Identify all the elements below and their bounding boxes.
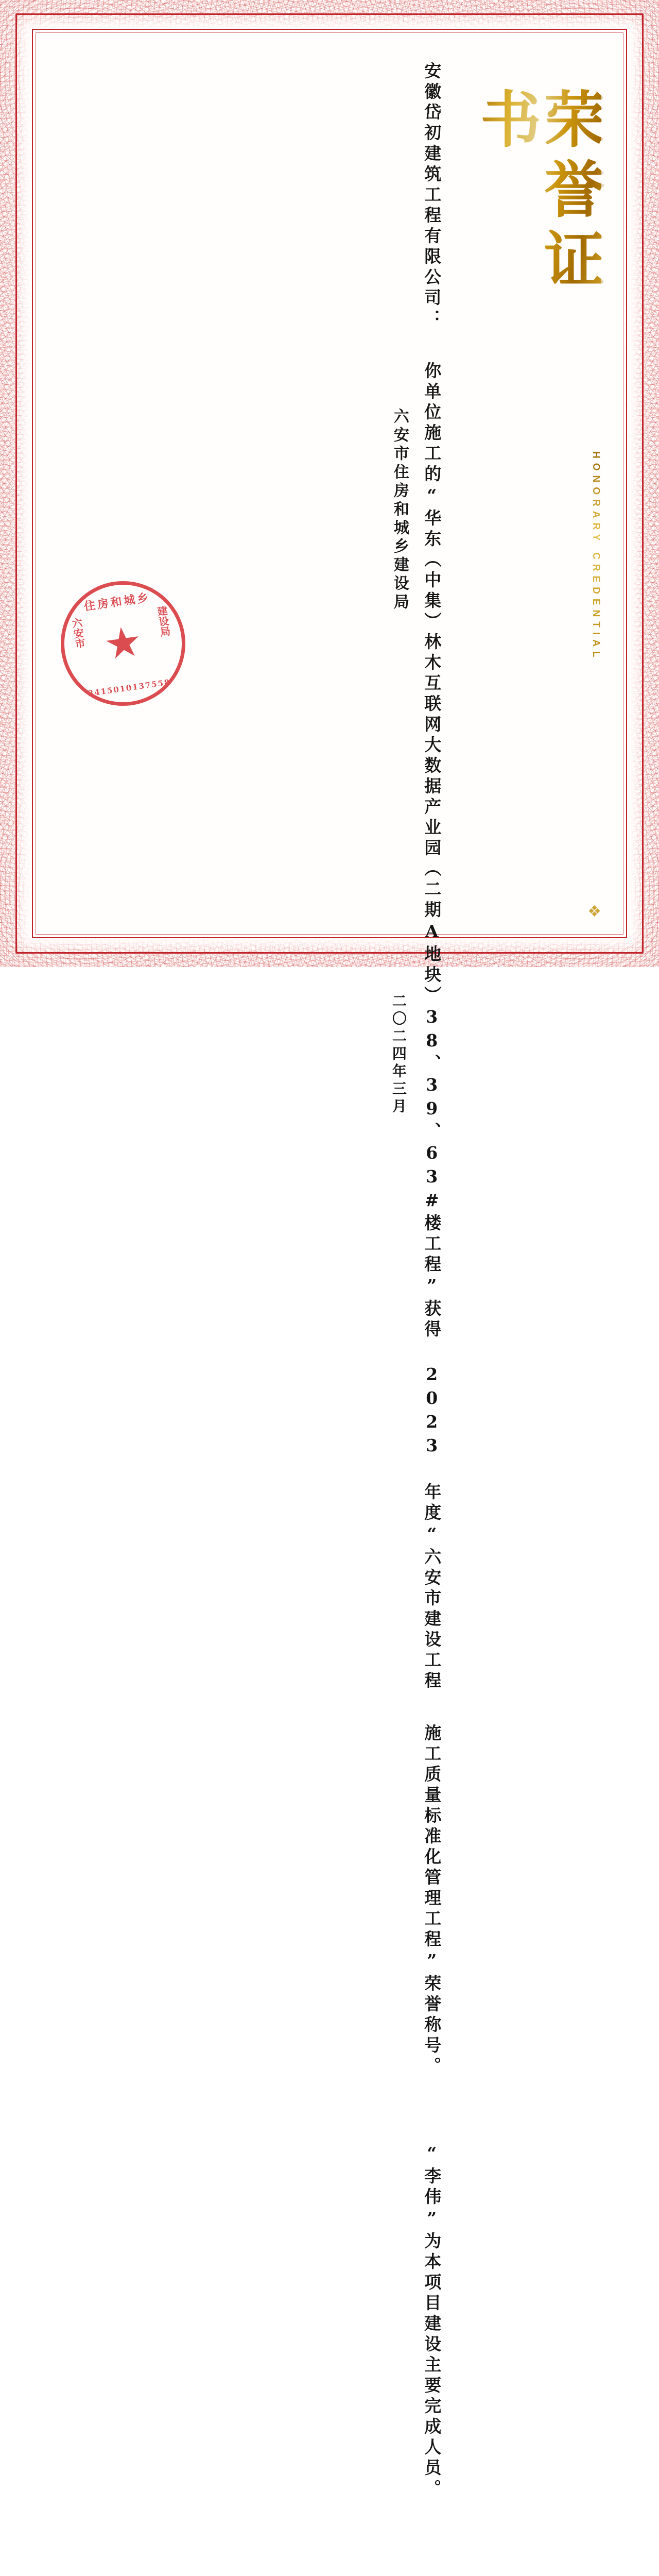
signature-block xyxy=(378,47,411,1116)
seal-top-text: 住房和城乡 xyxy=(83,590,151,614)
seal-bottom-text: 3415010137558 xyxy=(87,677,171,699)
body-line-1: 你单位施工的“华东（中集）林木互联网大数据产业园（二期 xyxy=(422,362,442,921)
seal-left-text: 六安市 xyxy=(70,617,86,650)
body-block xyxy=(411,47,442,2500)
issue-date: 二〇二四年三月 xyxy=(390,993,407,1116)
certificate-title: 荣誉证书 xyxy=(474,88,601,343)
issuer-name: 六安市住房和城乡建设局 xyxy=(390,408,409,612)
body-line-3: 施工质量标准化管理工程”荣誉称号。 xyxy=(422,1724,442,2077)
body-line-4: “李伟”为本项目建设主要完成人员。 xyxy=(422,2143,442,2500)
title-block xyxy=(453,47,605,920)
certificate-content xyxy=(41,38,618,2500)
certificate-subtitle-latin: HONORARY CREDENTIAL xyxy=(591,451,601,662)
seal-right-text: 建设局 xyxy=(154,605,171,638)
body-line-2: A地块）38、39、63#楼工程”获得 2023 年度“六安市建设工程 xyxy=(422,921,442,1692)
recipient-line: 安徽岱初建筑工程有限公司： xyxy=(422,62,442,330)
gold-ornament-icon: ❖ xyxy=(587,903,601,920)
